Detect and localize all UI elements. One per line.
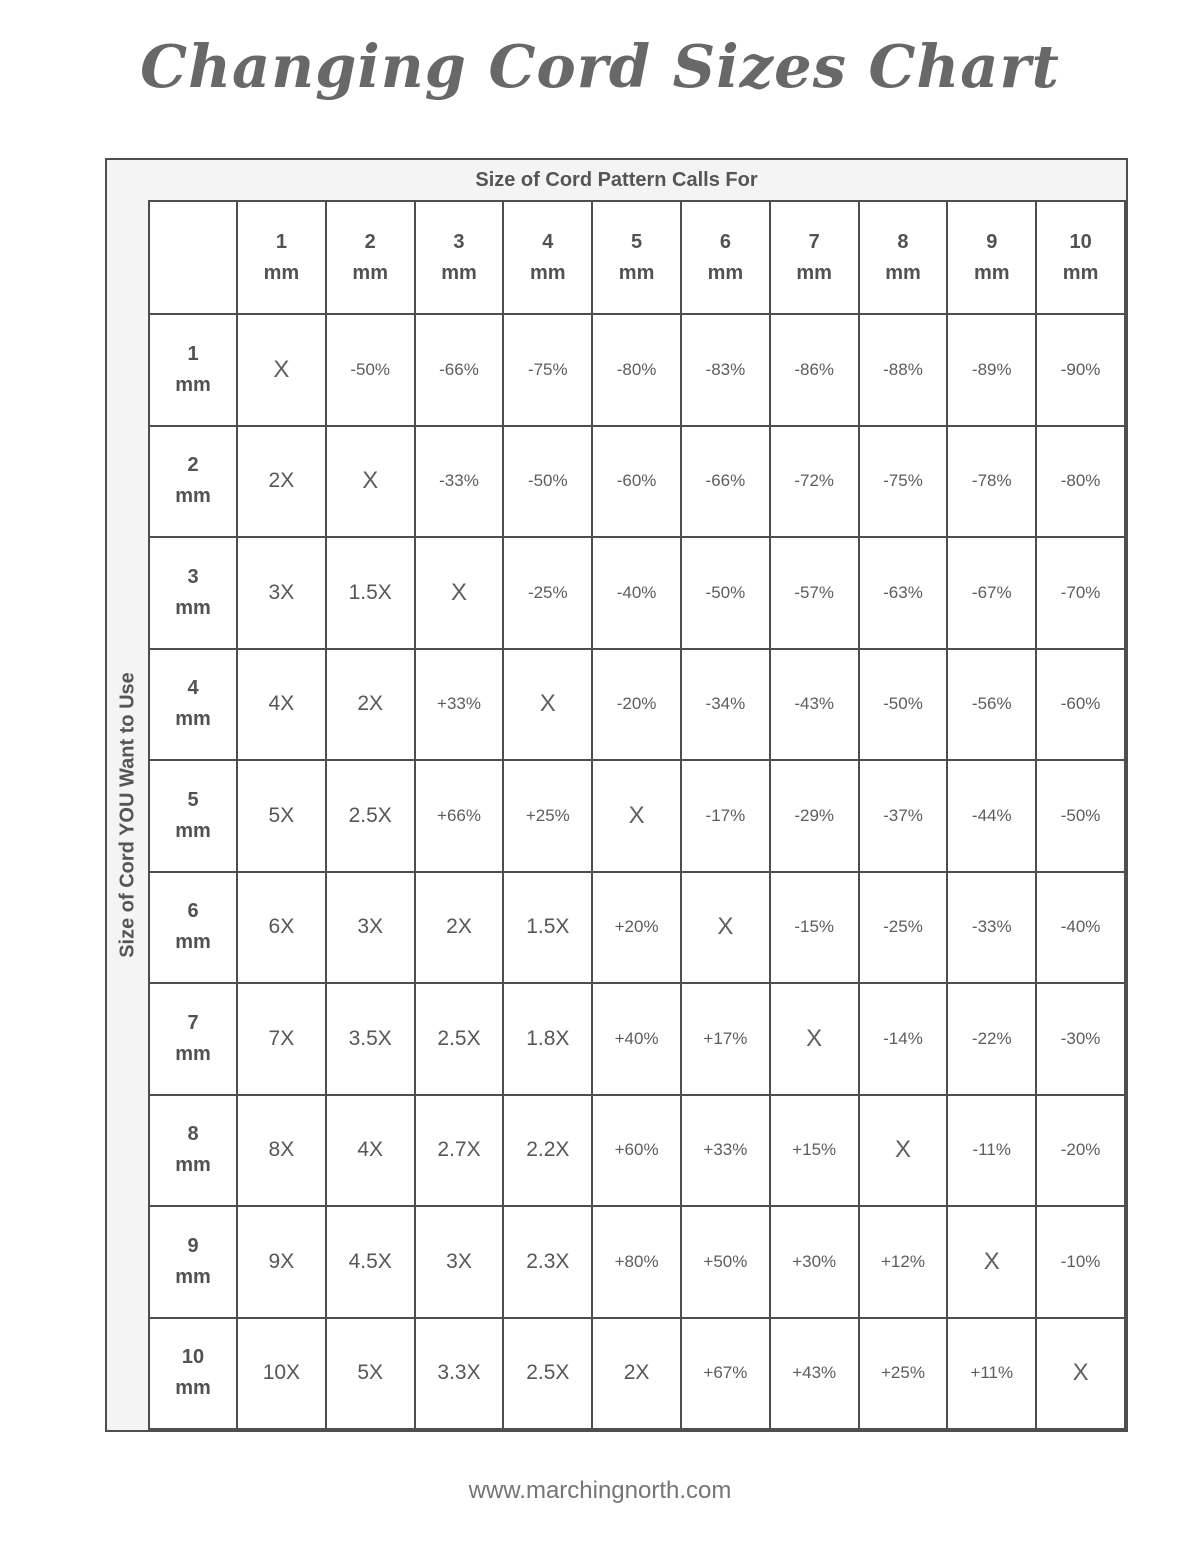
table-cell: X — [237, 314, 326, 426]
row-header: 7 mm — [149, 983, 237, 1095]
table-cell: +25% — [503, 760, 592, 872]
table-cell: X — [1036, 1318, 1125, 1430]
corner-cell — [149, 201, 237, 314]
table-cell: -20% — [1036, 1095, 1125, 1207]
table-row — [149, 1318, 1125, 1430]
table-cell: -50% — [326, 314, 415, 426]
table-row — [149, 983, 1125, 1095]
table-cell: 7X — [237, 983, 326, 1095]
table-cell: 3.5X — [326, 983, 415, 1095]
table-cell: X — [947, 1206, 1036, 1318]
row-header: 10 mm — [149, 1318, 237, 1430]
table-cell: -88% — [859, 314, 948, 426]
table-cell: -78% — [947, 426, 1036, 538]
table-cell: -11% — [947, 1095, 1036, 1207]
table-cell: 2.2X — [503, 1095, 592, 1207]
column-header: 8 mm — [859, 201, 948, 314]
table-cell: +20% — [592, 872, 681, 984]
table-cell: 2.5X — [503, 1318, 592, 1430]
table-row — [149, 314, 1125, 426]
table-row — [149, 1095, 1125, 1207]
table-cell: -15% — [770, 872, 859, 984]
table-cell: -22% — [947, 983, 1036, 1095]
table-cell: +40% — [592, 983, 681, 1095]
table-cell: +11% — [947, 1318, 1036, 1430]
table-cell: -66% — [681, 426, 770, 538]
table-cell: -75% — [859, 426, 948, 538]
table-cell: 2.3X — [503, 1206, 592, 1318]
table-cell: X — [326, 426, 415, 538]
table-cell: X — [592, 760, 681, 872]
table-body — [149, 314, 1125, 1429]
table-cell: -10% — [1036, 1206, 1125, 1318]
column-header: 4 mm — [503, 201, 592, 314]
table-cell: 2X — [592, 1318, 681, 1430]
table-cell: -34% — [681, 649, 770, 761]
table-cell: -50% — [859, 649, 948, 761]
table-cell: X — [859, 1095, 948, 1207]
table-cell: -80% — [1036, 426, 1125, 538]
table-cell: 2.7X — [415, 1095, 504, 1207]
column-header: 1 mm — [237, 201, 326, 314]
table-cell: +43% — [770, 1318, 859, 1430]
table-cell: -40% — [1036, 872, 1125, 984]
row-header: 4 mm — [149, 649, 237, 761]
column-header: 5 mm — [592, 201, 681, 314]
table-cell: -66% — [415, 314, 504, 426]
table-cell: -40% — [592, 537, 681, 649]
table-cell: 3X — [326, 872, 415, 984]
table-cell: 4X — [326, 1095, 415, 1207]
table-cell: 8X — [237, 1095, 326, 1207]
table-row — [149, 649, 1125, 761]
table-cell: -25% — [859, 872, 948, 984]
table-cell: X — [681, 872, 770, 984]
table-cell: -63% — [859, 537, 948, 649]
website-url: www.marchingnorth.com — [468, 1477, 732, 1504]
table-row — [149, 1206, 1125, 1318]
table-cell: X — [415, 537, 504, 649]
table-cell: -33% — [415, 426, 504, 538]
table-cell: -60% — [592, 426, 681, 538]
table-cell: -50% — [503, 426, 592, 538]
table-cell: 2.5X — [415, 983, 504, 1095]
column-header: 3 mm — [415, 201, 504, 314]
table-cell: X — [503, 649, 592, 761]
table-cell: +33% — [681, 1095, 770, 1207]
table-cell: 1.5X — [326, 537, 415, 649]
table-container — [148, 200, 1126, 1430]
column-header: 6 mm — [681, 201, 770, 314]
page-title: Changing Cord Sizes Chart — [140, 32, 1060, 101]
table-row — [149, 872, 1125, 984]
row-header: 3 mm — [149, 537, 237, 649]
table-cell: 10X — [237, 1318, 326, 1430]
table-row — [149, 537, 1125, 649]
table-cell: +17% — [681, 983, 770, 1095]
table-cell: -56% — [947, 649, 1036, 761]
table-cell: -14% — [859, 983, 948, 1095]
table-cell: -37% — [859, 760, 948, 872]
table-cell: 1.8X — [503, 983, 592, 1095]
table-cell: +80% — [592, 1206, 681, 1318]
table-cell: -80% — [592, 314, 681, 426]
table-cell: +33% — [415, 649, 504, 761]
table-cell: 3X — [415, 1206, 504, 1318]
table-cell: 4.5X — [326, 1206, 415, 1318]
column-header: 7 mm — [770, 201, 859, 314]
table-cell: 1.5X — [503, 872, 592, 984]
table-cell: -20% — [592, 649, 681, 761]
row-header: 2 mm — [149, 426, 237, 538]
row-header: 8 mm — [149, 1095, 237, 1207]
table-cell: -29% — [770, 760, 859, 872]
table-cell: +15% — [770, 1095, 859, 1207]
cord-size-table — [148, 200, 1126, 1430]
table-cell: -30% — [1036, 983, 1125, 1095]
chart-frame — [105, 158, 1128, 1432]
table-cell: 2.5X — [326, 760, 415, 872]
table-cell: -25% — [503, 537, 592, 649]
row-header: 5 mm — [149, 760, 237, 872]
table-cell: +12% — [859, 1206, 948, 1318]
row-header: 1 mm — [149, 314, 237, 426]
left-axis-label: Size of Cord YOU Want to Use — [116, 672, 138, 958]
table-cell: 2X — [237, 426, 326, 538]
table-cell: +50% — [681, 1206, 770, 1318]
row-header: 9 mm — [149, 1206, 237, 1318]
table-cell: -90% — [1036, 314, 1125, 426]
column-header: 10 mm — [1036, 201, 1125, 314]
table-cell: +60% — [592, 1095, 681, 1207]
frame-body — [107, 200, 1126, 1430]
top-axis-band — [107, 160, 1126, 200]
top-axis-label: Size of Cord Pattern Calls For — [475, 168, 758, 191]
table-cell: 6X — [237, 872, 326, 984]
column-header: 2 mm — [326, 201, 415, 314]
row-header: 6 mm — [149, 872, 237, 984]
table-cell: -67% — [947, 537, 1036, 649]
table-cell: -17% — [681, 760, 770, 872]
table-row — [149, 760, 1125, 872]
table-cell: 4X — [237, 649, 326, 761]
table-cell: 2X — [415, 872, 504, 984]
table-cell: 3X — [237, 537, 326, 649]
column-header: 9 mm — [947, 201, 1036, 314]
table-cell: -70% — [1036, 537, 1125, 649]
table-cell: 5X — [326, 1318, 415, 1430]
table-cell: -57% — [770, 537, 859, 649]
table-cell: -60% — [1036, 649, 1125, 761]
table-cell: -50% — [681, 537, 770, 649]
table-cell: +66% — [415, 760, 504, 872]
table-cell: -89% — [947, 314, 1036, 426]
table-cell: +25% — [859, 1318, 948, 1430]
table-cell: -33% — [947, 872, 1036, 984]
table-cell: -44% — [947, 760, 1036, 872]
table-cell: X — [770, 983, 859, 1095]
table-cell: -86% — [770, 314, 859, 426]
table-cell: +67% — [681, 1318, 770, 1430]
table-cell: -50% — [1036, 760, 1125, 872]
table-cell: -83% — [681, 314, 770, 426]
left-axis-band — [107, 200, 148, 1430]
table-cell: 3.3X — [415, 1318, 504, 1430]
table-cell: 2X — [326, 649, 415, 761]
table-cell: -75% — [503, 314, 592, 426]
table-cell: +30% — [770, 1206, 859, 1318]
table-cell: 5X — [237, 760, 326, 872]
table-cell: -43% — [770, 649, 859, 761]
table-cell: -72% — [770, 426, 859, 538]
table-cell: 9X — [237, 1206, 326, 1318]
table-row — [149, 426, 1125, 538]
column-header-row — [149, 201, 1125, 314]
